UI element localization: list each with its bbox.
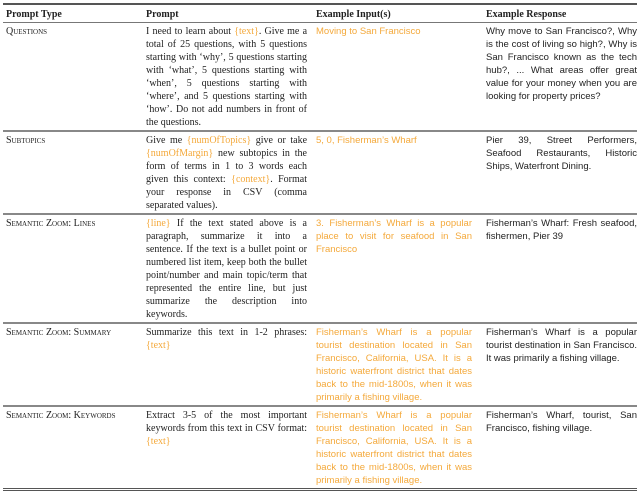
prompt-variable: {numOfTopics} bbox=[186, 135, 252, 146]
table-row bbox=[3, 132, 637, 215]
prompt-cell bbox=[146, 407, 316, 449]
prompt-variable: {text} bbox=[146, 436, 171, 447]
prompt-text: give or take bbox=[251, 135, 308, 146]
header-prompt-type: Prompt Type bbox=[6, 9, 62, 20]
example-input-cell: Fisherman’s Wharf is a popular tourist destination located in San Francisco, California, USA. It is a historic waterfront district that dates back to the mid-1800s, when it was primarily a fishing village. bbox=[316, 327, 472, 403]
prompt-cell bbox=[146, 132, 316, 213]
prompt-text: . Give me a total of 25 questions, with 5 questions starting with ‘why’, 5 questions starting with ‘what’, 5 questions starting with ‘when’, 5 questions starting with ‘where’, and 5 questions starting with ‘how’. Do not add numbers in front of the questions. bbox=[146, 26, 308, 128]
table-body bbox=[3, 23, 637, 491]
table-header-row bbox=[3, 5, 637, 23]
prompt-text: Summarize this text in 1-2 phrases: bbox=[146, 327, 307, 338]
example-input-cell: 5, 0, Fisherman’s Wharf bbox=[316, 135, 417, 146]
example-input-cell: Moving to San Francisco bbox=[316, 26, 421, 37]
header-example-inputs: Example Input(s) bbox=[316, 9, 391, 20]
example-response-cell: Fisherman’s Wharf is a popular tourist destination in San Francisco. It was primarily a fishing village. bbox=[486, 327, 637, 364]
header-example-response: Example Response bbox=[486, 9, 567, 20]
prompt-variable: {text} bbox=[234, 26, 259, 37]
prompt-text: new subtopics in the form of terms in 1 to 3 words each given this context: bbox=[146, 148, 307, 185]
prompt-type-cell: Semantic Zoom: Summary bbox=[6, 327, 112, 338]
table-row bbox=[3, 407, 637, 491]
prompt-variable: {context} bbox=[231, 174, 271, 185]
prompt-text: Extract 3-5 of the most important keywords from this text in CSV format: bbox=[146, 410, 307, 434]
table-row bbox=[3, 324, 637, 407]
prompt-variable: {line} bbox=[146, 218, 171, 229]
prompt-variable: {text} bbox=[146, 340, 171, 351]
prompt-type-cell: Questions bbox=[6, 26, 48, 37]
prompt-text: I need to learn about bbox=[146, 26, 235, 37]
prompt-table bbox=[3, 3, 637, 491]
example-response-cell: Pier 39, Street Performers, Seafood Restaurants, Historic Ships, Waterfront Dining. bbox=[486, 135, 637, 172]
prompt-type-cell: Semantic Zoom: Keywords bbox=[6, 410, 116, 421]
example-input-cell: Fisherman’s Wharf is a popular tourist destination located in San Francisco, California, USA. It is a historic waterfront district that dates back to the mid-1800s, when it was primarily a fishing village. bbox=[316, 410, 472, 486]
example-response-cell: Fisherman’s Wharf, tourist, San Francisco, fishing village. bbox=[486, 410, 637, 434]
table-row bbox=[3, 23, 637, 132]
example-response-cell: Why move to San Francisco?, Why is the cost of living so high?, Why is San Francisco known as the tech hub?, ... What areas offer great value for your money when you are looking for property prices? bbox=[486, 26, 637, 102]
prompt-variable: {numOfMargin} bbox=[146, 148, 214, 159]
table-row bbox=[3, 215, 637, 324]
prompt-cell bbox=[146, 23, 316, 130]
prompt-cell bbox=[146, 215, 316, 322]
example-input-cell: 3. Fisherman’s Wharf is a popular place to visit for seafood in San Francisco bbox=[316, 218, 472, 255]
prompt-cell bbox=[146, 324, 316, 353]
header-prompt: Prompt bbox=[146, 9, 179, 20]
prompt-text: Give me bbox=[146, 135, 187, 146]
prompt-type-cell: Semantic Zoom: Lines bbox=[6, 218, 96, 229]
prompt-text: . Format your response in CSV (comma separated values). bbox=[146, 174, 307, 211]
example-response-cell: Fisherman’s Wharf: Fresh seafood, fishermen, Pier 39 bbox=[486, 218, 637, 242]
prompt-text: If the text stated above is a paragraph, summarize it into a sentence. If the text is a bullet point or numbered list item, keep both the bullet point/number and main topic/term that represented the entire line, but just summarize the description into keywords. bbox=[146, 218, 307, 320]
prompt-type-cell: Subtopics bbox=[6, 135, 46, 146]
